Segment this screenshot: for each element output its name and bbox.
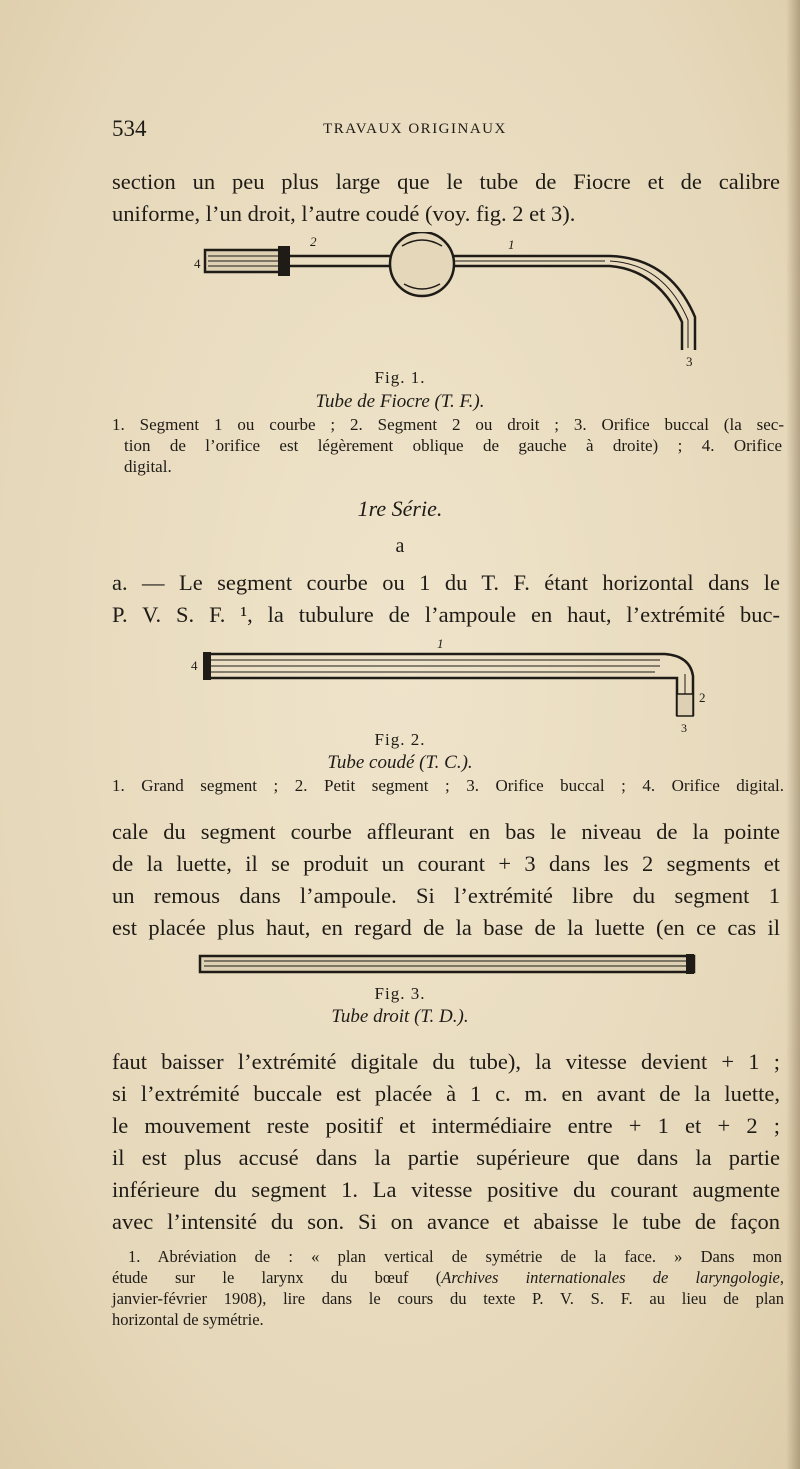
footnote-line-3: janvier-février 1908), lire dans le cours du texte P. V. S. F. au lieu de plan (112, 1289, 784, 1308)
para-c-line-5: inférieure du segment 1. La vitesse positive du courant augmente (112, 1177, 780, 1202)
running-head: TRAVAUX ORIGINAUX (323, 121, 507, 137)
serie-heading: 1re Série. (357, 496, 443, 521)
fig2-label-4: 4 (191, 658, 198, 673)
fig2-title: Fig. 2. (374, 730, 426, 749)
fig2-label-2: 2 (699, 690, 706, 705)
serie-subheading: a (395, 535, 405, 557)
page-header (112, 116, 718, 146)
para-b-line-4: est placée plus haut, en regard de la base de la luette (en ce cas il (112, 915, 780, 940)
fig2-subtitle: Tube coudé (T. C.). (327, 752, 473, 773)
para-b-line-1: cale du segment courbe affleurant en bas le niveau de la pointe (112, 819, 780, 844)
intro-line-1: section un peu plus large que le tube de Fiocre et de calibre (112, 169, 780, 194)
para-c-line-3: le mouvement reste positif et intermédiaire entre + 1 et + 2 ; (112, 1113, 780, 1138)
fig3-subtitle: Tube droit (T. D.). (331, 1006, 469, 1027)
fig1-subtitle: Tube de Fiocre (T. F.). (315, 391, 485, 412)
fig3-tube-drawing (196, 952, 706, 978)
fig1-tube-drawing (190, 232, 720, 372)
fig3-title: Fig. 3. (374, 984, 426, 1003)
fig1-legend-3: digital. (124, 457, 172, 476)
fig2-label-1: 1 (437, 636, 444, 651)
para-c-line-1: faut baisser l’extrémité digitale du tube), la vitesse devient + 1 ; (112, 1049, 780, 1074)
footnote-line-4: horizontal de symétrie. (112, 1310, 264, 1329)
footnote-line-2 (112, 1267, 784, 1288)
fig1-title: Fig. 1. (374, 368, 426, 387)
fig1-label-2: 2 (310, 234, 317, 249)
fig1-label-1: 1 (508, 237, 515, 252)
para-a-line-2: P. V. S. F. ¹, la tubulure de l’ampoule en haut, l’extrémité buc- (112, 602, 780, 627)
footnote-journal-title: Archives internationales de laryngologie, (441, 1268, 784, 1287)
para-b-line-3: un remous dans l’ampoule. Si l’extrémité libre du segment 1 (112, 883, 780, 908)
intro-line-2: uniforme, l’un droit, l’autre coudé (voy. fig. 2 et 3). (112, 201, 576, 226)
fig1-legend-1: 1. Segment 1 ou courbe ; 2. Segment 2 ou droit ; 3. Orifice buccal (la sec- (112, 415, 784, 434)
fig2-legend: 1. Grand segment ; 2. Petit segment ; 3. Orifice buccal ; 4. Orifice digital. (112, 776, 784, 795)
footnote-line-1: 1. Abréviation de : « plan vertical de symétrie de la face. » Dans mon (128, 1247, 782, 1266)
fig1-label-3: 3 (686, 354, 693, 369)
para-c-line-4: il est plus accusé dans la partie supérieure que dans la partie (112, 1145, 780, 1170)
fig1-legend-2: tion de l’orifice est légèrement oblique de gauche à droite) ; 4. Orifice (124, 436, 782, 455)
footnote-line-2-text: étude sur le larynx du bœuf ( (112, 1268, 442, 1287)
para-c-line-6: avec l’intensité du son. Si on avance et abaisse le tube de façon (112, 1209, 780, 1234)
para-c-line-2: si l’extrémité buccale est placée à 1 c. m. en avant de la luette, (112, 1081, 780, 1106)
fig1-label-4: 4 (194, 256, 201, 271)
fig2-label-3: 3 (681, 721, 687, 735)
para-a-line-1: a. — Le segment courbe ou 1 du T. F. étant horizontal dans le (112, 570, 780, 595)
fig2-tube-drawing (185, 636, 715, 736)
para-b-line-2: de la luette, il se produit un courant + 3 dans les 2 segments et (112, 851, 780, 876)
page-number: 534 (112, 116, 147, 141)
